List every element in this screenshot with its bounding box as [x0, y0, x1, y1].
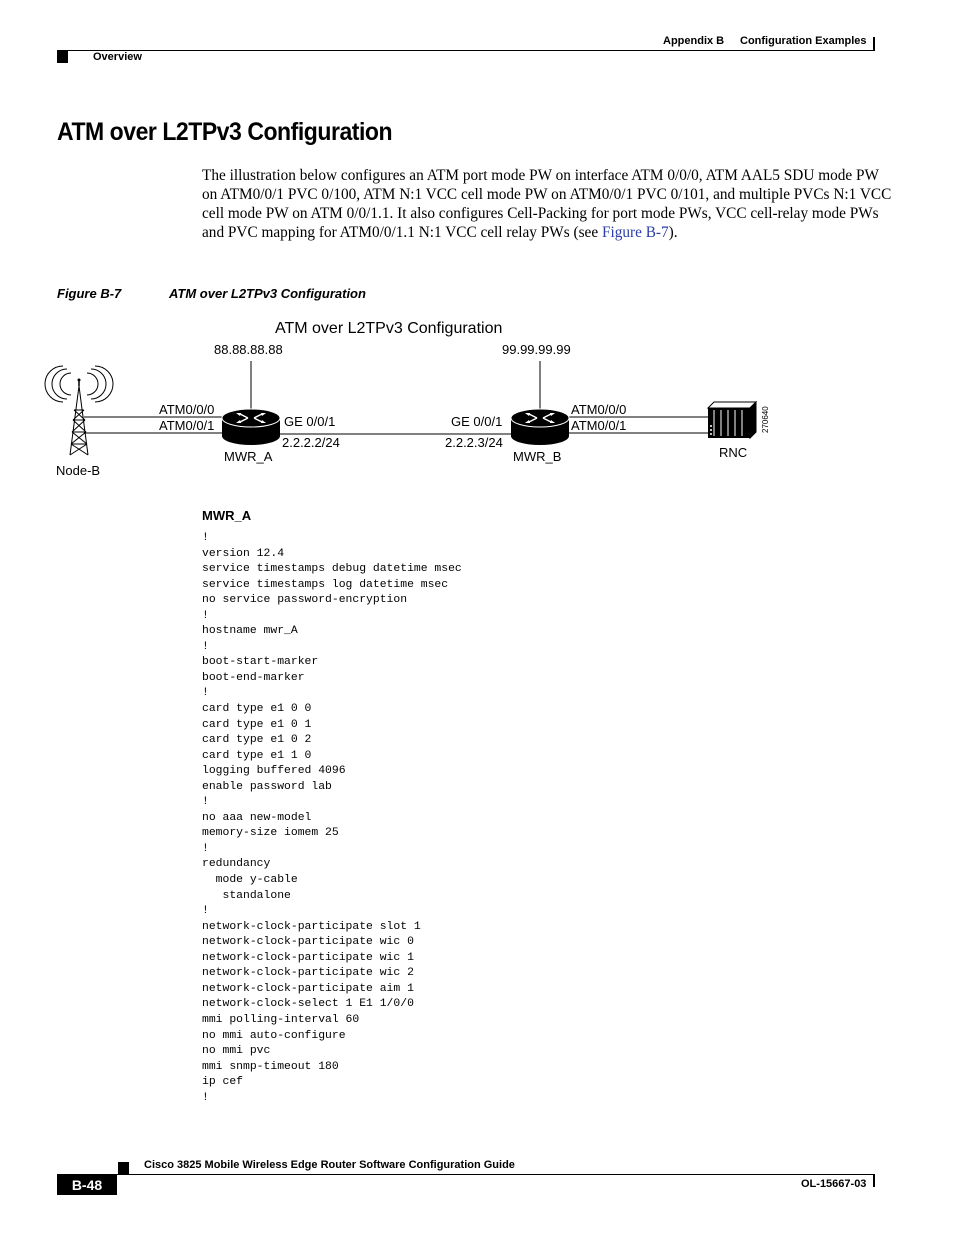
figure-number: Figure B-7 [57, 286, 122, 301]
code-line: no service password-encryption [202, 594, 408, 607]
intro-text: The illustration below configures an ATM port mode PW on interface ATM 0/0/0, ATM AAL5 SDU mode PW on ATM0/0/1 PVC 0/100, ATM N:1 VCC cell mode PW on ATM0/0/1 PVC 0/101, and multiple PVCs N:1 VCC cell mode PW on ATM 0/0/1.1. It also configures Cell-Packing for port mode PWs, VCC cell-relay mode PWs and PVC mapping for ATM0/0/1.1 N:1 VCC cell relay PWs (see [202, 167, 892, 241]
router-b-icon [511, 409, 569, 445]
a-subnet-label: 2.2.2.2/24 [282, 435, 340, 450]
code-line: boot-end-marker [202, 671, 305, 684]
code-line: enable password lab [202, 780, 332, 793]
footer-vertical-bar [873, 1175, 875, 1187]
header-section: Overview [93, 51, 142, 63]
code-line: service timestamps debug datetime msec [202, 563, 462, 576]
config-code-block [202, 531, 462, 1106]
code-line: network-clock-participate slot 1 [202, 920, 421, 933]
code-line: card type e1 0 2 [202, 734, 312, 747]
code-line: ! [202, 687, 209, 700]
ip-label-a: 88.88.88.88 [214, 342, 283, 357]
rnc-icon [708, 402, 756, 438]
code-line: mode y-cable [202, 874, 298, 887]
b-if-atm1-label: ATM0/0/1 [571, 418, 627, 433]
header-chapter: Configuration Examples [740, 35, 867, 47]
b-if-ge-label: GE 0/0/1 [451, 414, 503, 429]
node-b-label: Node-B [56, 463, 101, 478]
code-line: logging buffered 4096 [202, 765, 346, 778]
a-if-atm0-label: ATM0/0/0 [159, 402, 215, 417]
code-line: network-clock-select 1 E1 1/0/0 [202, 998, 414, 1011]
code-line: ! [202, 796, 209, 809]
code-line: ip cef [202, 1076, 244, 1089]
code-line: mmi polling-interval 60 [202, 1013, 360, 1026]
code-line: network-clock-participate wic 2 [202, 967, 414, 980]
footer-block [118, 1162, 129, 1174]
code-line: no mmi pvc [202, 1045, 271, 1058]
footer-guide-title: Cisco 3825 Mobile Wireless Edge Router Software Configuration Guide [144, 1159, 515, 1171]
code-line: hostname mwr_A [202, 625, 298, 638]
code-line: ! [202, 842, 209, 855]
diagram-title: ATM over L2TPv3 Configuration [275, 320, 503, 337]
footer-rule [57, 1174, 875, 1175]
code-line: no aaa new-model [202, 811, 312, 824]
code-line: network-clock-participate wic 1 [202, 951, 414, 964]
node-b-tower-icon [45, 366, 113, 455]
figure-link[interactable]: Figure B-7 [601, 224, 669, 241]
code-line: version 12.4 [202, 547, 285, 560]
code-line: ! [202, 905, 209, 918]
rnc-label: RNC [719, 445, 748, 460]
code-line: card type e1 0 1 [202, 718, 312, 731]
code-line: ! [202, 532, 209, 544]
header-appendix: Appendix B [663, 35, 725, 47]
code-line: redundancy [202, 858, 271, 871]
page-title: ATM over L2TPv3 Configuration [57, 118, 393, 146]
code-line: network-clock-participate aim 1 [202, 982, 414, 995]
code-line: network-clock-participate wic 0 [202, 936, 414, 949]
figure-caption: ATM over L2TPv3 Configuration [169, 286, 366, 301]
a-if-atm1-label: ATM0/0/1 [159, 418, 215, 433]
page-number: B-48 [57, 1175, 117, 1195]
network-diagram [0, 0, 954, 500]
router-a-icon [222, 409, 280, 445]
b-if-atm0-label: ATM0/0/0 [571, 402, 627, 417]
code-line: card type e1 0 0 [202, 703, 312, 716]
config-heading: MWR_A [202, 508, 252, 523]
code-line: boot-start-marker [202, 656, 319, 669]
code-line: memory-size iomem 25 [202, 827, 339, 840]
code-line: service timestamps log datetime msec [202, 578, 449, 591]
code-line: mmi snmp-timeout 180 [202, 1060, 339, 1073]
a-if-ge-label: GE 0/0/1 [284, 414, 336, 429]
b-subnet-label: 2.2.2.3/24 [445, 435, 503, 450]
router-b-label: MWR_B [513, 449, 562, 464]
code-line: ! [202, 609, 209, 622]
footer-doc-id: OL-15667-03 [801, 1178, 867, 1190]
art-id-label: 270640 [761, 406, 770, 433]
ip-label-b: 99.99.99.99 [502, 342, 571, 357]
code-line: standalone [202, 889, 291, 902]
code-line: no mmi auto-configure [202, 1029, 346, 1042]
intro-suffix: ). [668, 224, 678, 241]
code-line: ! [202, 640, 209, 653]
code-line: ! [202, 1091, 209, 1104]
router-a-label: MWR_A [224, 449, 273, 464]
code-line: card type e1 1 0 [202, 749, 312, 762]
